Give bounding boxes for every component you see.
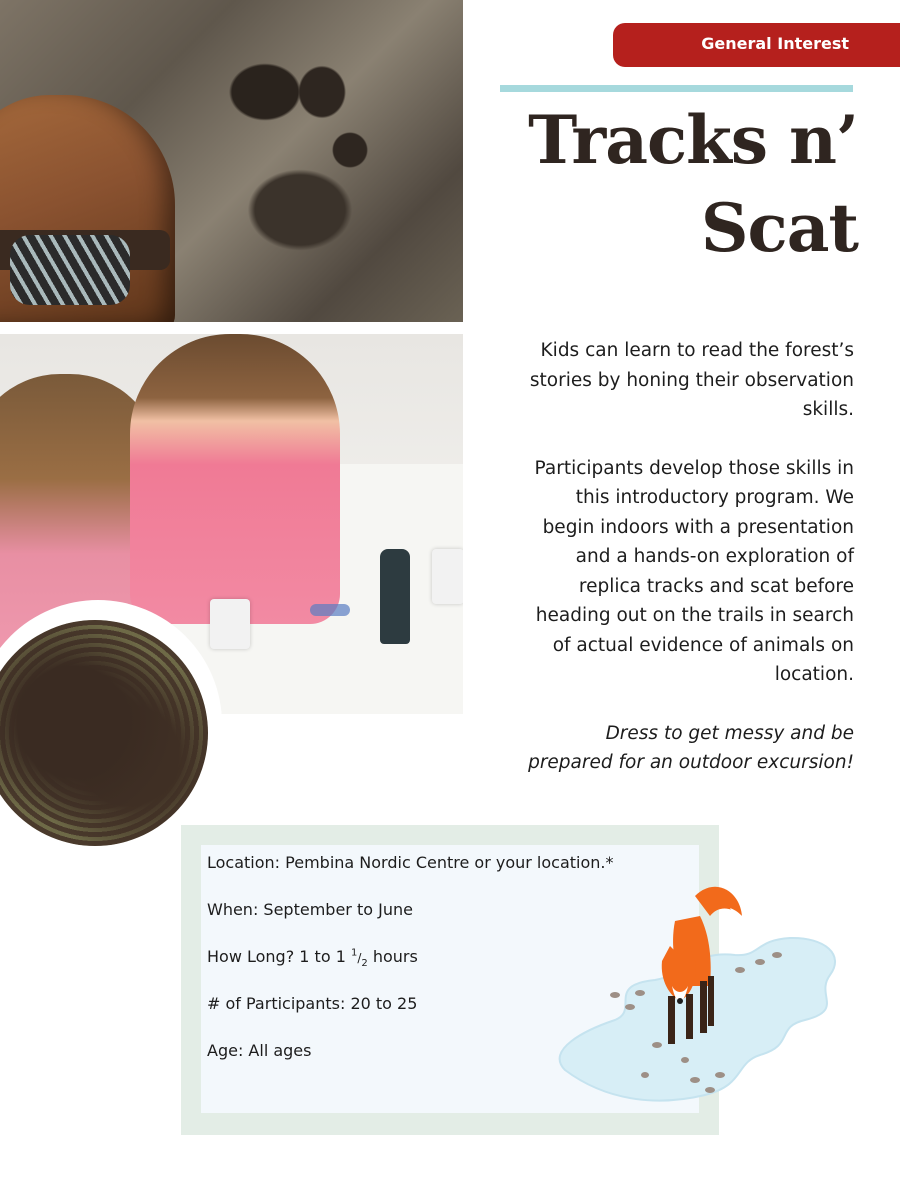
fox-illustration xyxy=(640,876,750,1061)
intro-paragraph: Kids can learn to read the forest’s stories by honing their observation skills. xyxy=(529,340,854,420)
detail-age: Age: All ages xyxy=(207,1041,312,1060)
category-tag xyxy=(613,23,900,67)
accent-divider xyxy=(500,85,853,92)
dress-note: Dress to get messy and be prepared for an outdoor excursion! xyxy=(528,722,854,773)
paint-bottle-shape xyxy=(380,549,410,644)
detail-participants: # of Participants: 20 to 25 xyxy=(207,994,418,1013)
boot-track-photo xyxy=(0,0,463,322)
boot-laces-shape xyxy=(10,235,130,305)
cup-shape xyxy=(210,599,250,649)
description-text xyxy=(520,336,854,807)
fraction-denominator: 2 xyxy=(361,958,368,970)
title-line-2: Scat xyxy=(700,189,858,267)
category-tag-label: General Interest xyxy=(701,34,849,53)
title-line-1: Tracks n’ xyxy=(528,101,858,179)
paint-smear-shape xyxy=(310,604,350,616)
fraction-numerator: 1 xyxy=(350,947,358,959)
how-long-unit: hours xyxy=(367,947,418,966)
detail-how-long: How Long? 1 to 1 $^1/_2$ hours xyxy=(207,947,418,970)
detail-when: When: September to June xyxy=(207,900,413,919)
cup-shape xyxy=(432,549,463,604)
how-long-text: How Long? 1 to 1 xyxy=(207,947,351,966)
program-paragraph: Participants develop those skills in this introductory program. We begin indoors with a presentation and a hands-on exploration of replica tracks and scat before heading out on the trails in search of actual evidence of animals on location. xyxy=(534,457,854,685)
page-title xyxy=(500,96,858,272)
girl-center-shape xyxy=(130,334,340,624)
detail-location: Location: Pembina Nordic Centre or your location.* xyxy=(207,853,614,872)
